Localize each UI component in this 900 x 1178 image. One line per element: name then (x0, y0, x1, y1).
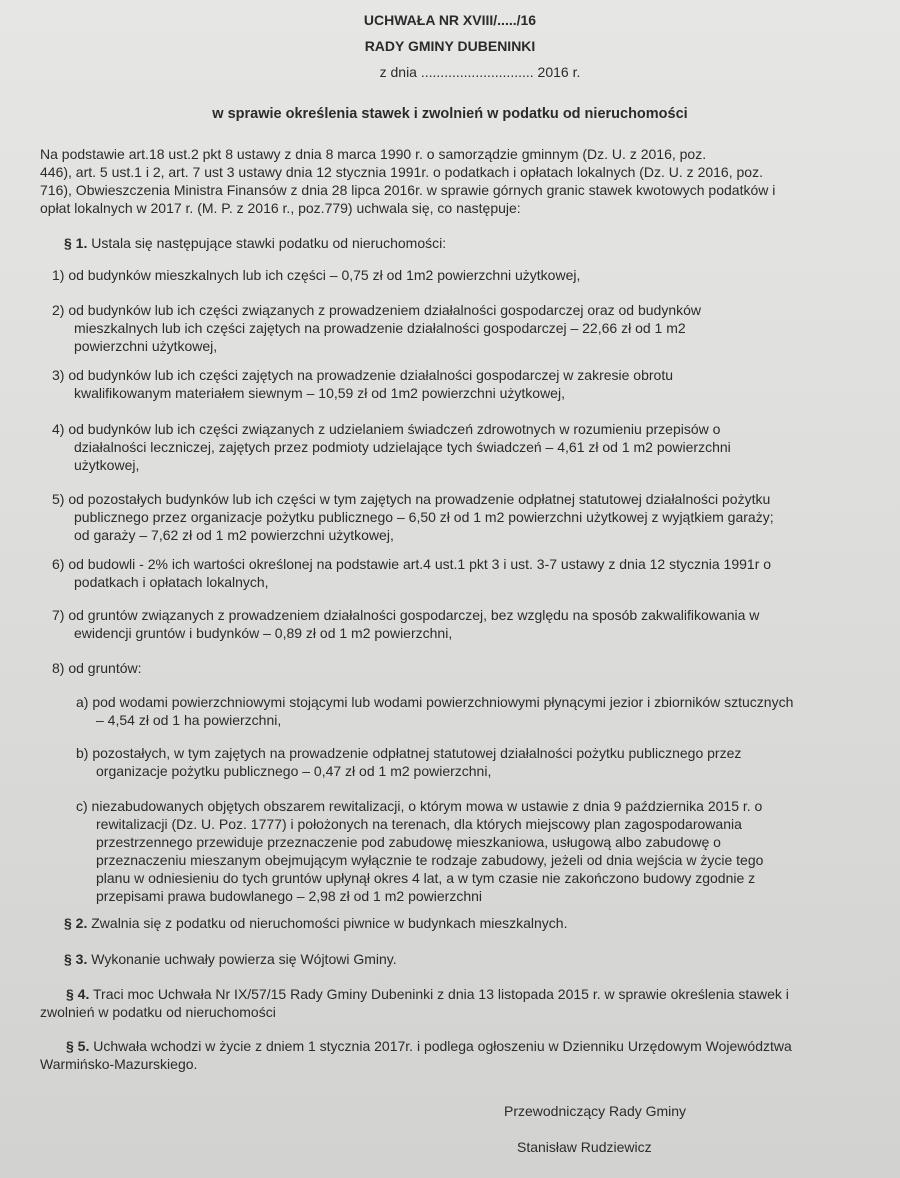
list-item: 5) od pozostałych budynków lub ich części w tym zajętych na prowadzenie odpłatnej statutowej działalności pożytku publicznego przez organizacje pożytku publicznego – 6,50 zł od 1 m2 powierzchni użytkowej z wyjątkiem garaży; od garaży – 7,62 zł od 1 m2 powierzchni użytkowej, (52, 491, 774, 543)
list-item: 3) od budynków lub ich części zajętych na prowadzenie działalności gospodarczej w zakresie obrotu kwalifikowanym materiałem siewnym – 10,59 zł od 1m2 powierzchni użytkowej, (52, 367, 674, 401)
paragraph-4 (40, 985, 885, 1021)
paragraph-text: Ustala się następujące stawki podatku od nieruchomości: (91, 235, 447, 251)
paragraph-mark: § 1. (64, 235, 88, 251)
paragraph-mark: § 5. (66, 1038, 90, 1054)
paragraph-2 (64, 914, 884, 932)
paragraph-text: Wykonanie uchwały powierza się Wójtowi Gminy. (91, 951, 397, 967)
resolution-date: z dnia ............................. 2016 r. (379, 64, 581, 80)
paragraph-mark: § 4. (66, 986, 90, 1002)
paragraph-text: Warmińsko-Mazurskiego. (40, 1056, 198, 1072)
resolution-subject: w sprawie określenia stawek i zwolnień w podatku od nieruchomości (212, 106, 688, 122)
sub-list-item: c) niezabudowanych objętych obszarem rewitalizacji, o którym mowa w ustawie z dnia 9 października 2015 r. o rewitalizacji (Dz. U. Poz. 1777) i położonych na terenach, dla których miejscowy plan zagospodarowania przestrzennego przewiduje przeznaczenie pod zabudowę mieszkaniowa, usługową albo zabudowę o przeznaczeniu mieszanym obejmującym wyłącznie te rodzaje zabudowy, jeżeli od dnia wejścia w życie tego planu w odniesieniu do tych gruntów upłynął okres 4 lat, a w tym czasie nie zakończono budowy zgodnie z przepisami prawa budowlanego – 2,98 zł od 1 m2 powierzchni (76, 798, 764, 904)
sub-list-item: b) pozostałych, w tym zajętych na prowadzenie odpłatnej statutowej działalności pożytku publicznego przez organizacje pożytku publicznego – 0,47 zł od 1 m2 powierzchni, (76, 745, 742, 779)
preamble-line: 716), Obwieszczenia Ministra Finansów z dnia 28 lipca 2016r. w sprawie górnych granic stawek kwotowych podatków i (40, 182, 776, 198)
paragraph-text: zwolnień w podatku od nieruchomości (40, 1004, 276, 1020)
sub-list-item: a) pod wodami powierzchniowymi stojącymi lub wodami powierzchniowymi płynącymi jezior i zbiorników sztucznych – 4,54 zł od 1 ha powierzchni, (76, 694, 794, 728)
council-name: RADY GMINY DUBENINKI (364, 38, 536, 54)
preamble-line: Na podstawie art.18 ust.2 pkt 8 ustawy z dnia 8 marca 1990 r. o samorządzie gminnym (Dz. U. z 2016, poz. (40, 146, 707, 162)
paragraph-1 (64, 234, 446, 252)
list-item: 8) od gruntów: (52, 660, 142, 676)
signature-name: Stanisław Rudziewicz (517, 1139, 652, 1155)
paragraph-5 (40, 1037, 885, 1073)
preamble (40, 145, 880, 217)
list-item: 4) od budynków lub ich części związanych z udzielaniem świadczeń zdrowotnych w rozumieniu przepisów o działalności leczniczej, zajętych przez podmioty udzielające tych świadczeń – 4,61 zł od 1 m2 powierzchni użytkowej, (52, 421, 731, 473)
preamble-line: 446), art. 5 ust.1 i 2, art. 7 ust 3 ustawy dnia 12 stycznia 1991r. o podatkach i opłatach lokalnych (Dz. U. z 2016, poz. (40, 164, 763, 180)
paragraph-text: Zwalnia się z podatku od nieruchomości piwnice w budynkach mieszkalnych. (91, 915, 568, 931)
preamble-line: opłat lokalnych w 2017 r. (M. P. z 2016 r., poz.779) uchwala się, co następuje: (40, 200, 521, 216)
list-item: 2) od budynków lub ich części związanych z prowadzeniem działalności gospodarczej oraz od budynków mieszkalnych lub ich części zajętych na prowadzenie działalności gospodarczej – 22,66 zł od 1 m2 powierzchni użytkowej, (52, 302, 702, 354)
paragraph-3 (64, 950, 884, 968)
resolution-title: UCHWAŁA NR XVIII/...../16 (363, 12, 537, 28)
paragraph-text: Traci moc Uchwała Nr IX/57/15 Rady Gminy Dubeninki z dnia 13 listopada 2015 r. w sprawie określenia stawek i (93, 986, 789, 1002)
list-item: 6) od budowli - 2% ich wartości określonej na podstawie art.4 ust.1 pkt 3 i ust. 3-7 ustawy z dnia 12 stycznia 1991r o podatkach i opłatach lokalnych, (52, 556, 772, 590)
signature-role: Przewodniczący Rady Gminy (504, 1103, 687, 1119)
paragraph-mark: § 3. (64, 951, 88, 967)
paragraph-text: Uchwała wchodzi w życie z dniem 1 stycznia 2017r. i podlega ogłoszeniu w Dzienniku Urzędowym Województwa (93, 1038, 792, 1054)
list-item: 7) od gruntów związanych z prowadzeniem działalności gospodarczej, bez względu na sposób zakwalifikowania w ewidencji gruntów i budynków – 0,89 zł od 1 m2 powierzchni, (52, 607, 760, 641)
list-item: 1) od budynków mieszkalnych lub ich części – 0,75 zł od 1m2 powierzchni użytkowej, (52, 267, 581, 283)
paragraph-mark: § 2. (64, 915, 88, 931)
